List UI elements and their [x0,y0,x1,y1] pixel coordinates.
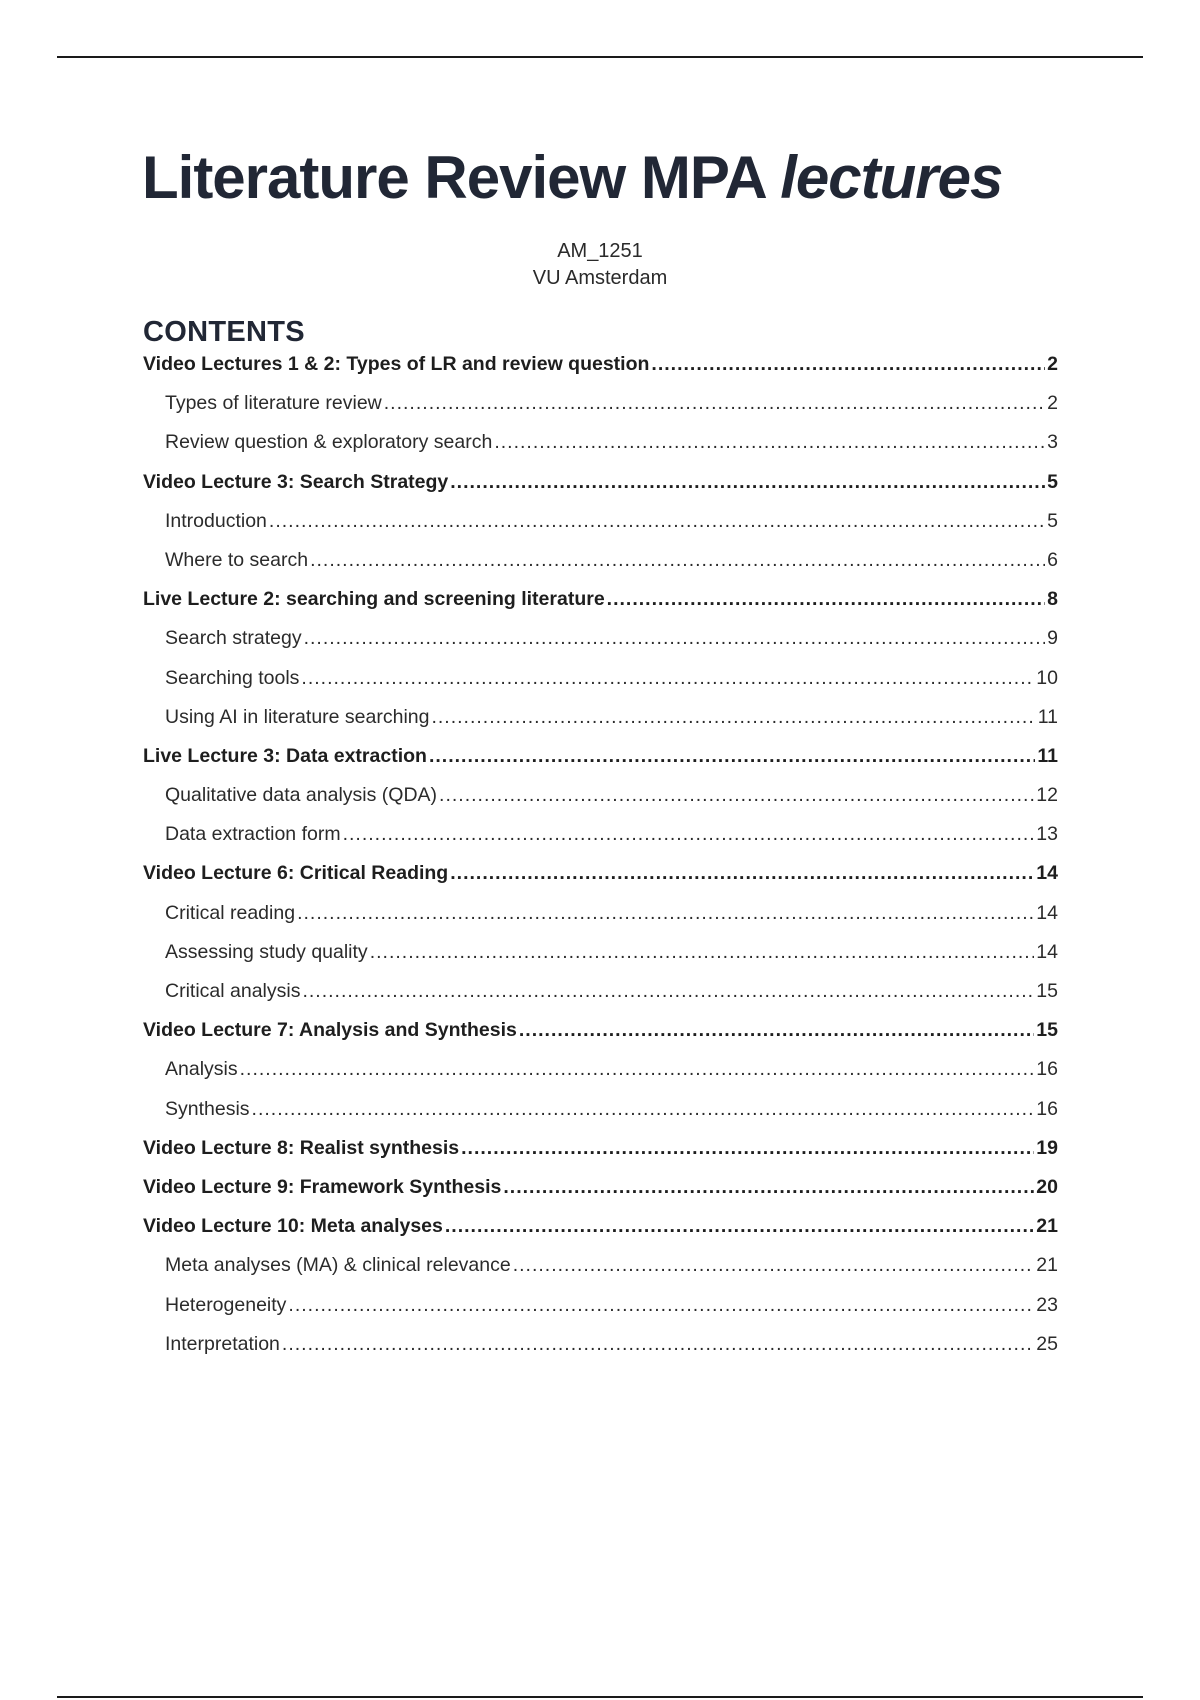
toc-entry-label: Search strategy [165,627,302,650]
toc-dot-leader [429,745,1035,768]
toc-page-number: 15 [1036,1019,1058,1042]
toc-dot-leader [297,902,1034,925]
toc-entry-label: Review question & exploratory search [165,431,493,454]
toc-entry-label: Where to search [165,548,309,571]
document-info [0,238,1200,292]
toc-subsection-entry[interactable] [143,902,1058,941]
top-rule [57,56,1143,58]
toc-dot-leader [310,549,1045,572]
toc-entry-label: Introduction [165,509,267,532]
toc-dot-leader [461,1137,1034,1160]
toc-entry-label: Critical analysis [165,980,301,1002]
toc-entry-label: Types of literature review [165,392,382,415]
toc-dot-leader [302,980,1034,1003]
toc-dot-leader [503,1176,1034,1199]
toc-entry-label: Heterogeneity [165,1293,287,1316]
toc-page-number: 21 [1036,1215,1058,1238]
toc-dot-leader [240,1058,1035,1081]
toc-entry-label: Video Lecture 8: Realist synthesis [143,1136,460,1159]
toc-section-entry[interactable] [143,745,1058,784]
toc-page-number: 16 [1036,1058,1058,1081]
title-italic: lectures [780,144,1003,211]
toc-section-entry[interactable] [143,1215,1058,1254]
toc-dot-leader [445,1215,1034,1238]
toc-entry-label: Searching tools [165,666,300,689]
toc-page-number: 3 [1047,431,1058,454]
toc-subsection-entry[interactable] [143,1333,1058,1372]
toc-page-number: 12 [1036,784,1058,807]
toc-dot-leader [651,353,1045,376]
toc-section-entry[interactable] [143,353,1058,392]
toc-subsection-entry[interactable] [143,1098,1058,1137]
toc-dot-leader [301,667,1034,690]
toc-page-number: 2 [1047,353,1058,375]
toc-page-number: 14 [1036,940,1058,963]
toc-section-entry[interactable] [143,471,1058,510]
toc-entry-label: Using AI in literature searching [165,705,430,728]
toc-page-number: 2 [1047,392,1058,415]
toc-section-entry[interactable] [143,1176,1058,1215]
toc-page-number: 11 [1037,705,1058,728]
toc-page-number: 9 [1047,627,1058,650]
toc-dot-leader [439,784,1034,807]
toc-page-number: 20 [1036,1175,1058,1198]
toc-section-entry[interactable] [143,588,1058,627]
toc-dot-leader [519,1019,1034,1042]
toc-subsection-entry[interactable] [143,627,1058,666]
toc-entry-label: Video Lecture 3: Search Strategy [143,470,449,493]
toc-page-number: 11 [1037,744,1058,767]
toc-entry-label: Video Lecture 7: Analysis and Synthesis [143,1019,517,1042]
toc-dot-leader [431,706,1035,729]
toc-page-number: 23 [1036,1293,1058,1316]
toc-subsection-entry[interactable] [143,392,1058,431]
toc-page-number: 15 [1036,980,1058,1002]
toc-dot-leader [282,1333,1034,1356]
toc-page-number: 21 [1036,1254,1058,1277]
toc-section-entry[interactable] [143,862,1058,901]
toc-page-number: 6 [1047,548,1058,571]
toc-entry-label: Critical reading [165,901,296,924]
toc-dot-leader [607,588,1045,611]
toc-dot-leader [450,862,1034,885]
toc-page-number: 10 [1036,666,1058,689]
table-of-contents [143,353,1058,1372]
toc-subsection-entry[interactable] [143,823,1058,862]
toc-subsection-entry[interactable] [143,784,1058,823]
toc-subsection-entry[interactable] [143,941,1058,980]
toc-dot-leader [343,823,1035,846]
course-code: AM_1251 [557,240,643,262]
toc-page-number: 14 [1036,901,1058,924]
bottom-rule [57,1696,1143,1698]
toc-dot-leader [450,471,1045,494]
toc-dot-leader [513,1254,1035,1277]
toc-entry-label: Video Lecture 6: Critical Reading [143,862,449,885]
toc-subsection-entry[interactable] [143,510,1058,549]
toc-page-number: 16 [1036,1097,1058,1120]
toc-entry-label: Synthesis [165,1097,250,1120]
toc-entry-label: Assessing study quality [165,940,368,963]
toc-page-number: 5 [1047,509,1058,532]
toc-subsection-entry[interactable] [143,549,1058,588]
toc-page-number: 14 [1036,862,1058,885]
toc-dot-leader [384,392,1045,415]
toc-page-number: 5 [1047,470,1058,493]
contents-heading: CONTENTS [143,316,305,348]
toc-page-number: 13 [1036,823,1058,846]
toc-entry-label: Live Lecture 2: searching and screening literature [143,588,605,611]
toc-entry-label: Interpretation [165,1332,280,1355]
toc-subsection-entry[interactable] [143,431,1058,470]
toc-page-number: 8 [1047,588,1058,611]
toc-entry-label: Data extraction form [165,823,341,846]
toc-dot-leader [494,431,1045,454]
toc-entry-label: Qualitative data analysis (QDA) [165,784,438,807]
toc-subsection-entry[interactable] [143,706,1058,745]
toc-dot-leader [288,1294,1034,1317]
toc-dot-leader [304,627,1046,650]
toc-dot-leader [370,941,1035,964]
toc-subsection-entry[interactable] [143,1254,1058,1293]
toc-subsection-entry[interactable] [143,1058,1058,1097]
toc-page-number: 25 [1036,1332,1058,1355]
toc-subsection-entry[interactable] [143,980,1058,1019]
toc-entry-label: Analysis [165,1058,238,1081]
toc-entry-label: Video Lecture 10: Meta analyses [143,1215,443,1238]
page-title [142,142,1002,214]
toc-subsection-entry[interactable] [143,1294,1058,1333]
institution-name: VU Amsterdam [532,267,668,289]
title-main: Literature Review MPA [142,144,781,211]
toc-entry-label: Video Lectures 1 & 2: Types of LR and review question [143,353,650,375]
toc-entry-label: Meta analyses (MA) & clinical relevance [165,1254,511,1277]
toc-dot-leader [269,510,1045,533]
toc-dot-leader [252,1098,1035,1121]
toc-section-entry[interactable] [143,1137,1058,1176]
toc-section-entry[interactable] [143,1019,1058,1058]
toc-entry-label: Live Lecture 3: Data extraction [143,744,427,767]
toc-page-number: 19 [1036,1136,1058,1159]
toc-subsection-entry[interactable] [143,667,1058,706]
toc-entry-label: Video Lecture 9: Framework Synthesis [143,1175,502,1198]
